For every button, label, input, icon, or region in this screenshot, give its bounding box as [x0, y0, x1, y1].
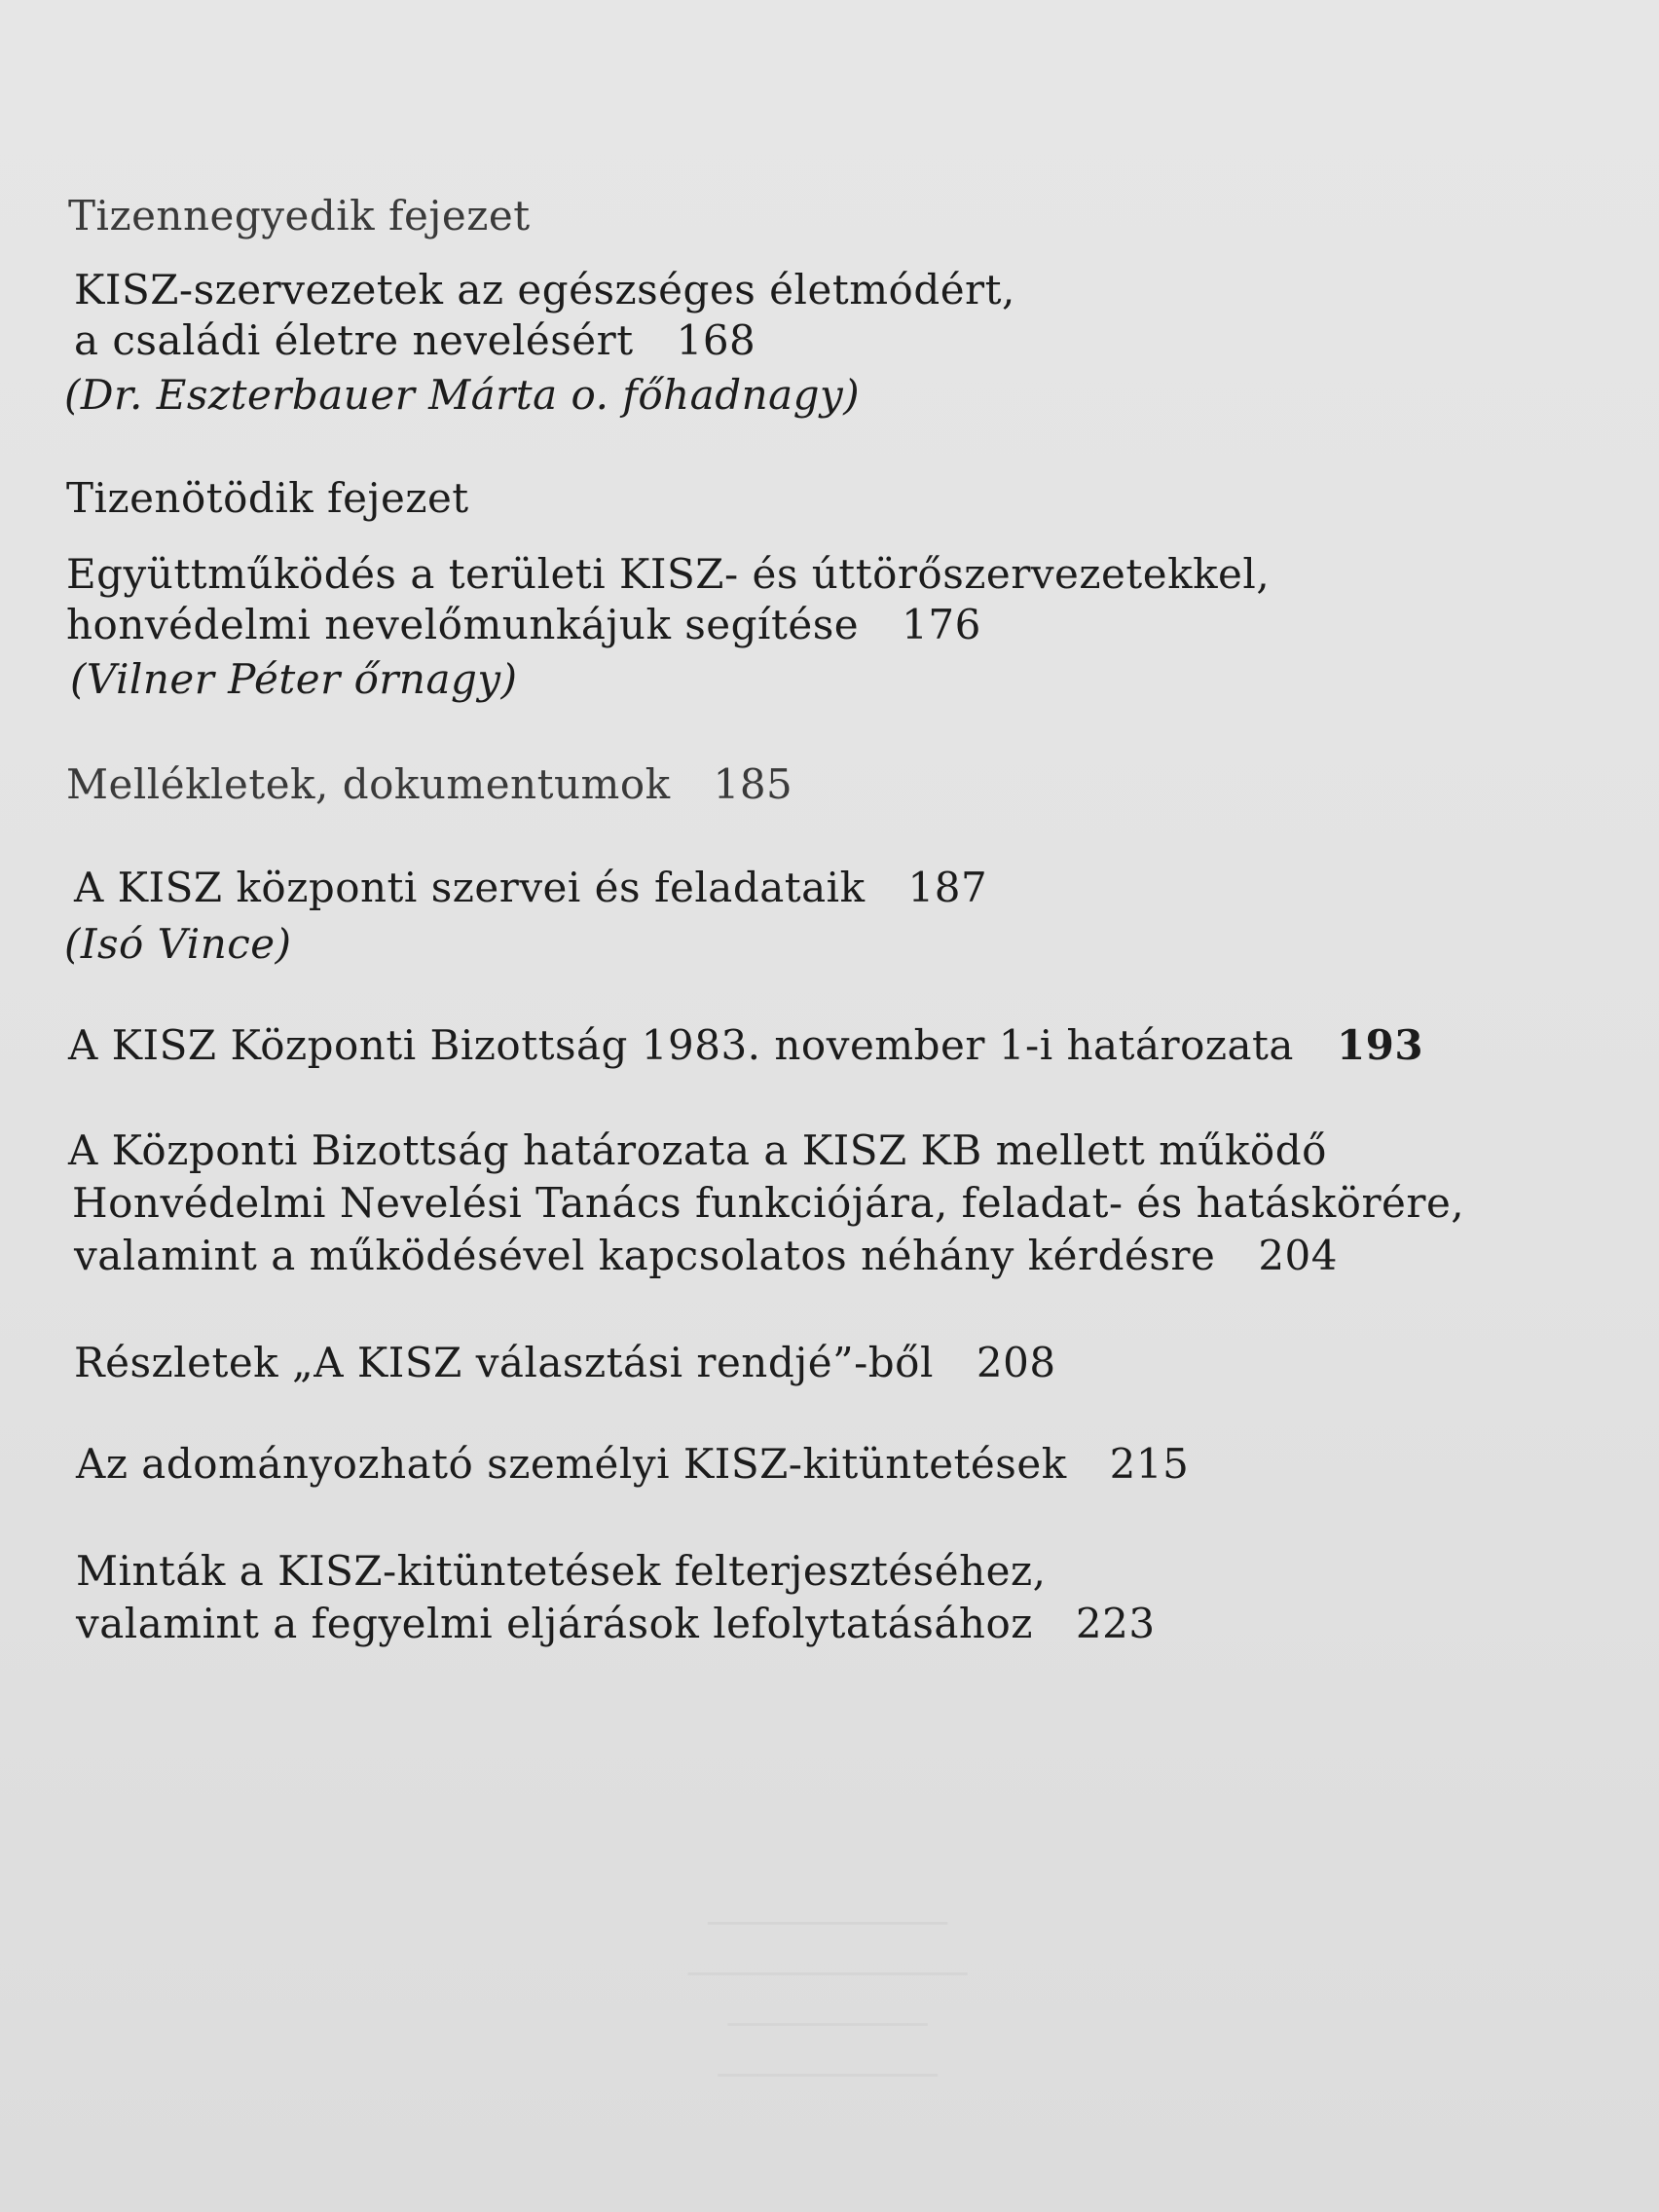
central-bodies-author: (Isó Vince) [64, 920, 292, 968]
awards-entry [76, 1439, 1189, 1490]
reverse-side-show-through: ──────────── ────────────── ────────── ─────────── [687, 1904, 968, 2095]
awards-title: Az adományozható személyi KISZ-kitüntetések [76, 1440, 1067, 1488]
templates-line2-entry [76, 1599, 1156, 1649]
chapter-15-title-line2 [66, 600, 981, 650]
templates-line1: Minták a KISZ-kitüntetések felterjesztéséhez, [76, 1547, 1047, 1595]
chapter-15-title-line1: Együttműködés a területi KISZ- és úttörőszervezetekkel, [66, 550, 1271, 598]
cb-resolution-line2: Honvédelmi Nevelési Tanács funkciójára, feladat- és hatáskörére, [72, 1179, 1465, 1227]
chapter-15-title-line2-text: honvédelmi nevelőmunkájuk segítése [66, 601, 860, 648]
resolution-1983-entry [68, 1020, 1423, 1071]
central-bodies-page-number: 187 [907, 864, 988, 911]
central-bodies-entry [74, 863, 987, 913]
cb-resolution-line1: A Központi Bizottság határozata a KISZ KB mellett működő [68, 1126, 1327, 1174]
cb-resolution-line3-text: valamint a működésével kapcsolatos néhány kérdésre [74, 1232, 1216, 1279]
cb-resolution-line3 [74, 1231, 1338, 1281]
chapter-14-title-line2 [74, 315, 756, 366]
chapter-14-author: (Dr. Eszterbauer Márta o. főhadnagy) [64, 371, 861, 419]
election-rules-title: Részletek „A KISZ választási rendjé”-ből [74, 1339, 934, 1386]
chapter-14-heading: Tizennegyedik fejezet [68, 192, 531, 240]
central-bodies-title: A KISZ központi szervei és feladataik [74, 864, 866, 911]
templates-page-number: 223 [1075, 1600, 1156, 1647]
appendix-entry [66, 759, 793, 810]
chapter-15-page-number: 176 [902, 601, 981, 648]
election-rules-entry [74, 1338, 1056, 1388]
templates-line2-text: valamint a fegyelmi eljárások lefolytatásához [76, 1600, 1033, 1647]
chapter-14-title-line2-text: a családi életre nevelésért [74, 316, 634, 364]
chapter-15-author: (Vilner Péter őrnagy) [70, 655, 518, 703]
resolution-1983-page-number: 193 [1336, 1021, 1424, 1069]
election-rules-page-number: 208 [976, 1339, 1056, 1386]
chapter-14-title-line1: KISZ-szervezetek az egészséges életmódért, [74, 266, 1015, 313]
appendix-page-number: 185 [713, 760, 793, 808]
chapter-15-heading: Tizenötödik fejezet [66, 474, 469, 522]
appendix-title: Mellékletek, dokumentumok [66, 760, 671, 808]
resolution-1983-title: A KISZ Központi Bizottság 1983. november 1-i határozata [68, 1021, 1294, 1069]
cb-resolution-page-number: 204 [1258, 1232, 1338, 1279]
chapter-14-page-number: 168 [676, 316, 756, 364]
awards-page-number: 215 [1109, 1440, 1190, 1488]
